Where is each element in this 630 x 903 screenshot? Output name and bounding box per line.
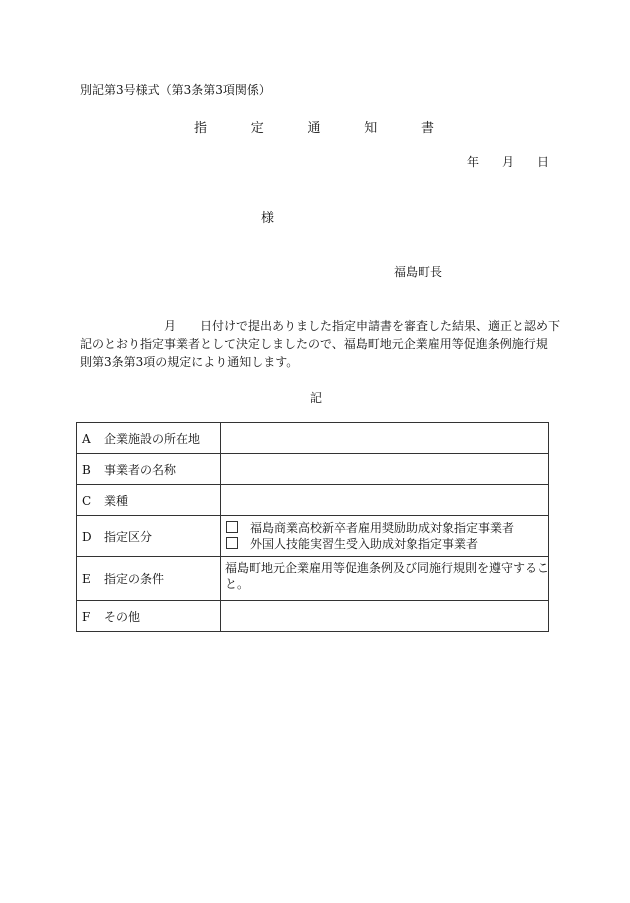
- form-label: 別記第3号様式（第3条第3項関係）: [80, 83, 271, 97]
- title-char: 指: [194, 121, 208, 136]
- checkbox-icon[interactable]: [226, 521, 238, 533]
- title-char: 通: [307, 121, 321, 136]
- table-row: [77, 485, 549, 516]
- option-label: 外国人技能実習生受入助成対象指定事業者: [250, 537, 479, 551]
- row-letter: D: [82, 529, 92, 544]
- industry-field: [221, 485, 549, 516]
- row-label-text: 業種: [104, 493, 129, 508]
- body-line: 則第3条第3項の規定により通知します。: [80, 355, 299, 369]
- location-field: [221, 423, 549, 454]
- title-char: 定: [250, 121, 264, 136]
- table-row: [77, 454, 549, 485]
- title-char: 書: [420, 121, 434, 136]
- row-label-text: その他: [104, 609, 141, 624]
- title-char: 知: [364, 121, 378, 136]
- detail-table: [76, 422, 549, 632]
- checkbox-icon[interactable]: [226, 537, 238, 549]
- body-text: [80, 317, 561, 371]
- row-label-text: 事業者の名称: [104, 462, 177, 477]
- table-row: [77, 601, 549, 632]
- ki-heading: 記: [310, 391, 323, 405]
- table-row: [77, 557, 549, 601]
- row-letter: B: [82, 462, 91, 477]
- date-year: 年: [467, 155, 480, 169]
- row-letter: F: [82, 609, 91, 624]
- table-row: [77, 516, 549, 557]
- row-label: [77, 423, 221, 454]
- row-label: [77, 557, 221, 601]
- issuer: 福島町長: [394, 265, 443, 279]
- row-label-text: 指定区分: [104, 529, 153, 544]
- other-field: [221, 601, 549, 632]
- body-line: 月 日付けで提出ありました指定申請書を審査した結果、適正と認め下: [80, 319, 561, 333]
- condition-line: 福島町地元企業雇用等促進条例及び同施行規則を遵守するこ: [225, 561, 550, 575]
- row-label-text: 企業施設の所在地: [104, 431, 201, 446]
- row-letter: E: [82, 572, 91, 586]
- body-line: 記のとおり指定事業者として決定しましたので、福島町地元企業雇用等促進条例施行規: [80, 337, 548, 351]
- conditions-text: [221, 557, 549, 601]
- business-name-field: [221, 454, 549, 485]
- row-label-text: 指定の条件: [104, 572, 165, 586]
- date-month: 月: [501, 155, 514, 169]
- row-label: [77, 454, 221, 485]
- option-line: [225, 520, 544, 536]
- addressee-suffix: 様: [261, 211, 275, 226]
- document-title: [194, 117, 434, 136]
- row-label: [77, 516, 221, 557]
- row-label: [77, 485, 221, 516]
- date-day: 日: [536, 155, 549, 169]
- row-label: [77, 601, 221, 632]
- row-letter: C: [82, 493, 92, 508]
- option-label: 福島商業高校新卒者雇用奨励助成対象指定事業者: [250, 521, 515, 535]
- designation-options: [221, 516, 549, 557]
- condition-line: と。: [225, 577, 250, 591]
- date-line: [467, 153, 549, 170]
- row-letter: A: [82, 431, 91, 446]
- option-line: [225, 536, 544, 552]
- table-row: [77, 423, 549, 454]
